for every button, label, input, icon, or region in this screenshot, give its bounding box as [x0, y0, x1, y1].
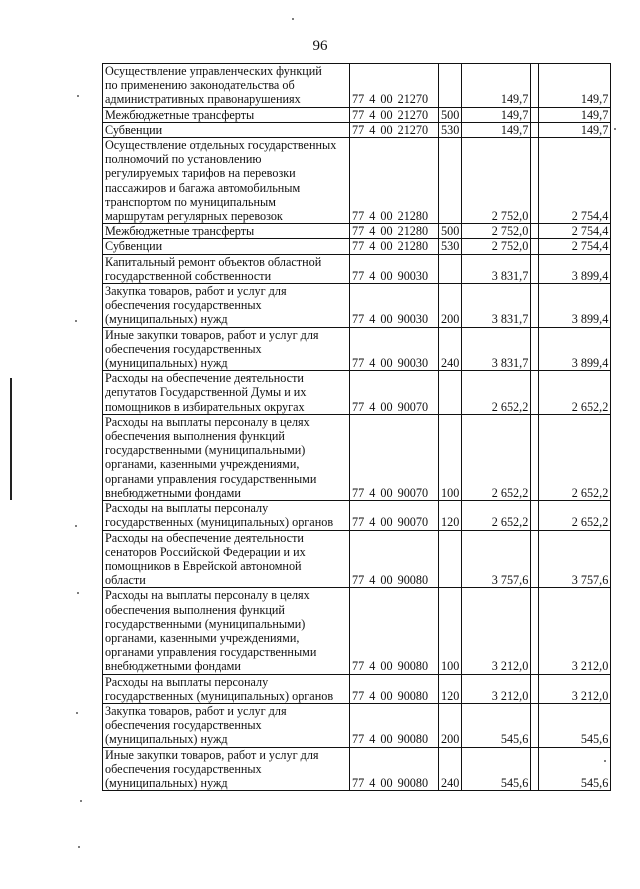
expense-type-code: 100 [439, 588, 462, 674]
target-article-code: 77 4 00 21280 [350, 224, 439, 239]
expense-name-cell [103, 254, 350, 283]
table-row [103, 284, 611, 328]
table-row [103, 414, 611, 500]
target-article-code: 77 4 00 90030 [350, 284, 439, 328]
amount-year-2: 2 652,2 [539, 414, 611, 500]
amount-year-2: 149,7 [539, 107, 611, 122]
scan-speck [614, 128, 616, 130]
table-row [103, 674, 611, 703]
amount-year-1: 2 652,2 [462, 501, 531, 530]
expense-name-line: области [105, 573, 146, 588]
expense-type-code: 530 [439, 122, 462, 137]
expense-type-code: 530 [439, 239, 462, 254]
amount-year-2: 2 754,4 [539, 138, 611, 224]
table-row [103, 254, 611, 283]
expense-name-cell [103, 501, 350, 530]
expense-name-line: Расходы на обеспечение деятельности [105, 371, 304, 386]
expense-name-cell [103, 122, 350, 137]
expense-name-line: Иные закупки товаров, работ и услуг для [105, 747, 319, 762]
amount-year-1: 2 652,2 [462, 371, 531, 415]
amount-year-2: 3 212,0 [539, 588, 611, 674]
expense-name-line: государственных (муниципальных) органов [105, 688, 334, 703]
expense-name-line: Межбюджетные трансферты [105, 224, 255, 239]
expense-name-line: внебюджетными фондами [105, 659, 241, 674]
expense-name-line: государственными (муниципальными) [105, 616, 306, 631]
empty-column [531, 703, 539, 747]
amount-year-1: 2 752,0 [462, 239, 531, 254]
expense-name-line: (муниципальных) нужд [105, 732, 228, 747]
expense-name-line: регулируемых тарифов на перевозки [105, 166, 296, 181]
expense-name-line: органами, казенными учреждениями, [105, 630, 300, 645]
target-article-code: 77 4 00 90080 [350, 530, 439, 588]
empty-column [531, 239, 539, 254]
table-row [103, 703, 611, 747]
empty-column [531, 588, 539, 674]
expense-name-cell [103, 239, 350, 254]
expense-name-line: (муниципальных) нужд [105, 312, 228, 327]
amount-year-1: 2 652,2 [462, 414, 531, 500]
expense-name-line: Осуществление отдельных государственных [105, 138, 337, 153]
empty-column [531, 371, 539, 415]
amount-year-1: 3 831,7 [462, 284, 531, 328]
expense-name-line: административных правонарушениях [105, 92, 301, 107]
expense-name-line: государственных (муниципальных) органов [105, 515, 334, 530]
target-article-code: 77 4 00 21270 [350, 64, 439, 108]
empty-column [531, 414, 539, 500]
empty-column [531, 107, 539, 122]
expense-type-code: 200 [439, 703, 462, 747]
scan-speck [80, 800, 82, 802]
amount-year-2: 3 899,4 [539, 284, 611, 328]
expense-name-line: Субвенции [105, 122, 163, 137]
amount-year-2: 545,6 [539, 703, 611, 747]
expense-name-line: государственной собственности [105, 268, 272, 283]
expense-name-line: Капитальный ремонт объектов областной [105, 254, 322, 269]
expense-name-line: Осуществление управленческих функций [105, 64, 322, 78]
scan-speck [292, 18, 294, 20]
expense-name-line: транспортом по муниципальным [105, 194, 276, 209]
table-row [103, 588, 611, 674]
expense-name-line: внебюджетными фондами [105, 485, 241, 500]
expense-type-code [439, 64, 462, 108]
expense-name-line: (муниципальных) нужд [105, 775, 228, 790]
table-row [103, 138, 611, 224]
amount-year-1: 545,6 [462, 747, 531, 791]
expense-name-line: (муниципальных) нужд [105, 356, 228, 371]
expense-name-cell [103, 703, 350, 747]
expense-name-cell [103, 414, 350, 500]
amount-year-2: 2 754,4 [539, 239, 611, 254]
amount-year-2: 149,7 [539, 64, 611, 108]
table-row [103, 107, 611, 122]
empty-column [531, 530, 539, 588]
scan-speck [77, 592, 79, 594]
empty-column [531, 674, 539, 703]
expense-name-cell [103, 64, 350, 108]
expense-name-line: органами управления государственными [105, 645, 317, 660]
expense-name-cell [103, 530, 350, 588]
expense-name-line: обеспечения государственных [105, 298, 262, 313]
amount-year-1: 149,7 [462, 64, 531, 108]
expense-name-line: Межбюджетные трансферты [105, 107, 255, 122]
expense-name-line: Расходы на выплаты персоналу в целях [105, 414, 310, 429]
scan-speck [75, 525, 77, 527]
expense-type-code: 240 [439, 327, 462, 371]
expense-type-code: 120 [439, 674, 462, 703]
amount-year-1: 3 212,0 [462, 588, 531, 674]
expense-name-line: помощников в избирательных округах [105, 399, 305, 414]
amount-year-2: 3 899,4 [539, 327, 611, 371]
expense-name-line: Расходы на выплаты персоналу [105, 501, 269, 516]
expense-name-line: Расходы на обеспечение деятельности [105, 530, 304, 545]
expense-name-cell [103, 107, 350, 122]
expense-name-line: по применению законодательства об [105, 78, 295, 93]
scan-speck [76, 712, 78, 714]
amount-year-1: 3 212,0 [462, 674, 531, 703]
expense-type-code: 100 [439, 414, 462, 500]
expense-name-line: пассажиров и багажа автомобильным [105, 180, 301, 195]
expense-name-cell [103, 224, 350, 239]
target-article-code: 77 4 00 90080 [350, 747, 439, 791]
table-row [103, 371, 611, 415]
empty-column [531, 254, 539, 283]
expense-name-line: обеспечения выполнения функций [105, 429, 285, 444]
amount-year-1: 3 831,7 [462, 254, 531, 283]
expense-name-line: Расходы на выплаты персоналу [105, 674, 269, 689]
expense-name-line: маршрутам регулярных перевозок [105, 209, 283, 224]
target-article-code: 77 4 00 90080 [350, 674, 439, 703]
expense-name-line: Закупка товаров, работ и услуг для [105, 284, 287, 299]
expense-name-line: органами управления государственными [105, 471, 317, 486]
target-article-code: 77 4 00 90070 [350, 501, 439, 530]
expense-type-code: 200 [439, 284, 462, 328]
expense-name-line: Субвенции [105, 239, 163, 254]
target-article-code: 77 4 00 21280 [350, 138, 439, 224]
expense-name-cell [103, 284, 350, 328]
table-row [103, 122, 611, 137]
target-article-code: 77 4 00 90030 [350, 254, 439, 283]
empty-column [531, 284, 539, 328]
expense-name-line: Расходы на выплаты персоналу в целях [105, 588, 310, 603]
amount-year-2: 2 754,4 [539, 224, 611, 239]
budget-table [102, 63, 611, 791]
table-row [103, 530, 611, 588]
expense-name-line: государственными (муниципальными) [105, 443, 306, 458]
expense-name-line: депутатов Государственной Думы и их [105, 385, 307, 400]
amount-year-2: 545,6 [539, 747, 611, 791]
expense-type-code: 240 [439, 747, 462, 791]
amount-year-2: 3 899,4 [539, 254, 611, 283]
expense-name-line: сенаторов Российской Федерации и их [105, 544, 306, 559]
expense-name-cell [103, 138, 350, 224]
scan-speck [75, 320, 77, 322]
target-article-code: 77 4 00 90070 [350, 371, 439, 415]
expense-name-line: Закупка товаров, работ и услуг для [105, 703, 287, 718]
scan-speck [78, 846, 80, 848]
binding-margin-line [10, 378, 12, 500]
expense-name-line: обеспечения выполнения функций [105, 602, 285, 617]
expense-type-code: 500 [439, 107, 462, 122]
expense-type-code: 500 [439, 224, 462, 239]
expense-name-cell [103, 588, 350, 674]
expense-name-line: полномочий по установлению [105, 152, 262, 167]
table-row [103, 327, 611, 371]
expense-type-code [439, 138, 462, 224]
amount-year-1: 3 757,6 [462, 530, 531, 588]
amount-year-2: 3 212,0 [539, 674, 611, 703]
expense-name-line: обеспечения государственных [105, 761, 262, 776]
expense-name-line: обеспечения государственных [105, 718, 262, 733]
target-article-code: 77 4 00 90080 [350, 588, 439, 674]
target-article-code: 77 4 00 21270 [350, 107, 439, 122]
empty-column [531, 327, 539, 371]
empty-column [531, 122, 539, 137]
expense-name-cell [103, 747, 350, 791]
amount-year-1: 149,7 [462, 122, 531, 137]
table-row [103, 239, 611, 254]
expense-type-code [439, 371, 462, 415]
expense-name-line: Иные закупки товаров, работ и услуг для [105, 327, 319, 342]
expense-name-line: помощников в Еврейской автономной [105, 558, 302, 573]
expense-name-cell [103, 674, 350, 703]
amount-year-2: 3 757,6 [539, 530, 611, 588]
table-row [103, 747, 611, 791]
expense-name-line: органами, казенными учреждениями, [105, 457, 300, 472]
empty-column [531, 501, 539, 530]
table-row [103, 224, 611, 239]
empty-column [531, 138, 539, 224]
amount-year-1: 3 831,7 [462, 327, 531, 371]
expense-name-cell [103, 371, 350, 415]
amount-year-1: 545,6 [462, 703, 531, 747]
amount-year-1: 2 752,0 [462, 224, 531, 239]
target-article-code: 77 4 00 21280 [350, 239, 439, 254]
table-row [103, 64, 611, 108]
expense-type-code [439, 254, 462, 283]
expense-type-code [439, 530, 462, 588]
target-article-code: 77 4 00 90080 [350, 703, 439, 747]
amount-year-1: 2 752,0 [462, 138, 531, 224]
empty-column [531, 224, 539, 239]
scan-speck [77, 95, 79, 97]
amount-year-2: 149,7 [539, 122, 611, 137]
expense-name-line: обеспечения государственных [105, 341, 262, 356]
expense-name-cell [103, 327, 350, 371]
target-article-code: 77 4 00 90070 [350, 414, 439, 500]
amount-year-2: 2 652,2 [539, 501, 611, 530]
target-article-code: 77 4 00 21270 [350, 122, 439, 137]
page-number: 96 [312, 38, 328, 54]
target-article-code: 77 4 00 90030 [350, 327, 439, 371]
amount-year-1: 149,7 [462, 107, 531, 122]
table-row [103, 501, 611, 530]
expense-type-code: 120 [439, 501, 462, 530]
amount-year-2: 2 652,2 [539, 371, 611, 415]
empty-column [531, 747, 539, 791]
empty-column [531, 64, 539, 108]
